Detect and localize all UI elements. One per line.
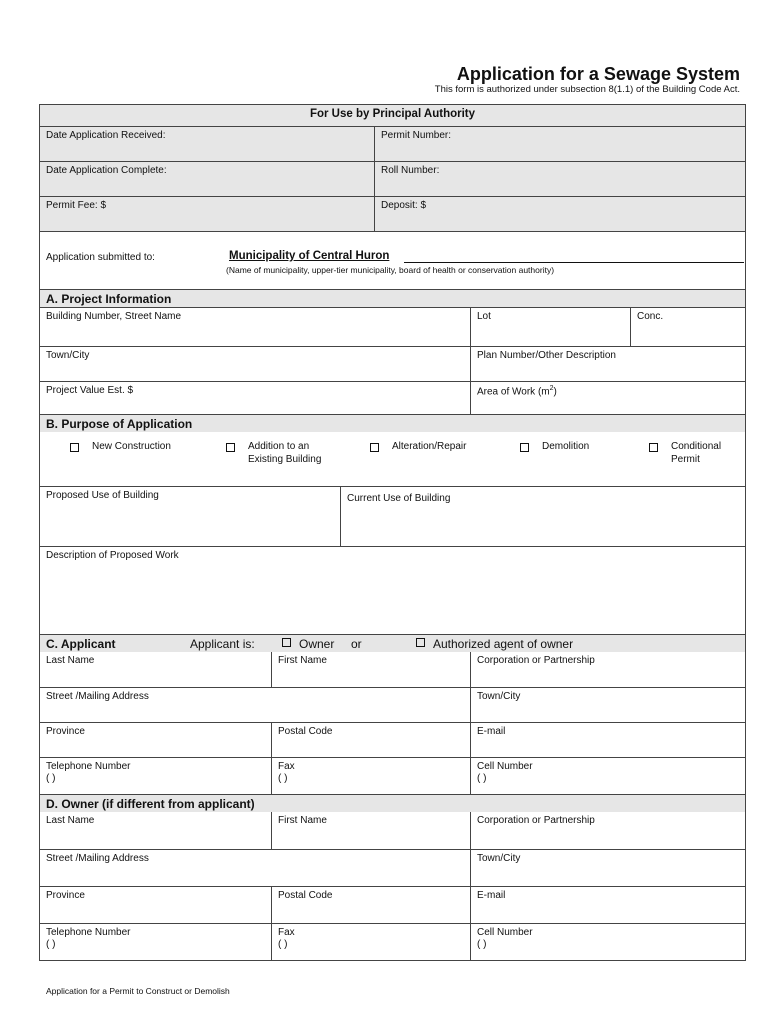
purpose-addition[interactable]	[226, 440, 321, 466]
area-code-paren: ( )	[477, 773, 487, 784]
area-label: Area of Work (m	[477, 386, 550, 398]
applicant-postal-field[interactable]: Postal Code	[271, 723, 470, 757]
section-c-title: C. Applicant	[46, 637, 116, 651]
applicant-agent-option[interactable]	[416, 637, 573, 651]
applicant-owner-option[interactable]	[282, 637, 334, 651]
purpose-new-construction[interactable]	[70, 440, 171, 453]
cell-label: Cell Number	[477, 927, 533, 938]
section-a-heading: A. Project Information	[40, 289, 745, 307]
telephone-label: Telephone Number	[46, 927, 131, 938]
authority-heading: For Use by Principal Authority	[40, 105, 745, 126]
cell-label: Cell Number	[477, 761, 533, 772]
section-d-heading: D. Owner (if different from applicant)	[40, 794, 745, 812]
applicant-is-label: Applicant is:	[190, 637, 255, 651]
area-close: )	[553, 386, 557, 398]
roll-number-field[interactable]: Roll Number:	[374, 162, 745, 196]
area-superscript: 2	[549, 385, 554, 392]
applicant-cell-field[interactable]	[470, 758, 745, 794]
or-label: or	[351, 637, 362, 651]
applicant-email-field[interactable]: E-mail	[470, 723, 745, 757]
lot-field[interactable]: Lot	[470, 308, 630, 346]
fax-label: Fax	[278, 927, 295, 938]
deposit-field[interactable]: Deposit: $	[374, 197, 745, 231]
project-value-field[interactable]: Project Value Est. $	[46, 385, 134, 396]
submitted-to-label: Application submitted to:	[46, 252, 155, 263]
agent-label: Authorized agent of owner	[433, 637, 574, 651]
proposed-use-field[interactable]: Proposed Use of Building	[46, 490, 159, 501]
area-code-paren: ( )	[46, 773, 56, 784]
applicant-first-name-field[interactable]: First Name	[271, 652, 470, 687]
owner-town-field[interactable]: Town/City	[470, 850, 745, 886]
applicant-fax-field[interactable]	[271, 758, 470, 794]
owner-first-name-field[interactable]: First Name	[271, 812, 470, 849]
application-form	[39, 104, 746, 961]
owner-province-field[interactable]: Province	[46, 890, 85, 901]
purpose-label: Alteration/Repair	[392, 441, 467, 452]
purpose-label: Demolition	[542, 441, 590, 452]
purpose-options	[40, 432, 745, 486]
area-of-work-field[interactable]	[470, 382, 745, 414]
project-town-field[interactable]: Town/City	[46, 350, 90, 361]
telephone-label: Telephone Number	[46, 761, 131, 772]
applicant-last-name-field[interactable]: Last Name	[46, 655, 95, 666]
owner-street-field[interactable]: Street /Mailing Address	[46, 853, 149, 864]
checkbox-icon[interactable]	[649, 443, 658, 452]
owner-postal-field[interactable]: Postal Code	[271, 887, 470, 923]
municipality-name: Municipality of Central Huron	[229, 250, 390, 262]
purpose-label: Conditional	[671, 441, 722, 452]
purpose-demolition[interactable]	[520, 440, 589, 453]
conc-field[interactable]: Conc.	[630, 308, 745, 346]
applicant-town-field[interactable]: Town/City	[470, 688, 745, 722]
area-code-paren: ( )	[46, 939, 56, 950]
fax-label: Fax	[278, 761, 295, 772]
applicant-province-field[interactable]: Province	[46, 726, 85, 737]
form-title: Application for a Sewage System	[456, 64, 740, 84]
owner-last-name-field[interactable]: Last Name	[46, 815, 95, 826]
date-complete-field[interactable]: Date Application Complete:	[46, 165, 167, 176]
owner-email-field[interactable]: E-mail	[470, 887, 745, 923]
permit-fee-field[interactable]: Permit Fee: $	[46, 200, 107, 211]
purpose-alteration[interactable]	[370, 440, 466, 453]
checkbox-icon[interactable]	[520, 443, 529, 452]
plan-number-field[interactable]: Plan Number/Other Description	[470, 347, 745, 381]
owner-telephone-field[interactable]	[40, 924, 271, 960]
applicant-corporation-field[interactable]: Corporation or Partnership	[470, 652, 745, 687]
checkbox-icon[interactable]	[416, 638, 425, 647]
submitted-to-field[interactable]	[40, 232, 745, 289]
purpose-label-line2: Existing Building	[248, 454, 322, 465]
checkbox-icon[interactable]	[70, 443, 79, 452]
checkbox-icon[interactable]	[282, 638, 291, 647]
area-code-paren: ( )	[278, 773, 288, 784]
form-subtitle: This form is authorized under subsection 8(1.1) of the Building Code Act.	[434, 84, 740, 95]
section-c-heading	[40, 634, 745, 652]
page-footer: Application for a Permit to Construct or Demolish	[46, 986, 230, 996]
purpose-label: Addition to an	[248, 441, 310, 452]
applicant-telephone-field[interactable]	[40, 758, 271, 794]
owner-label: Owner	[299, 637, 335, 651]
area-code-paren: ( )	[278, 939, 288, 950]
owner-cell-field[interactable]	[470, 924, 745, 960]
purpose-conditional[interactable]	[649, 440, 721, 466]
building-street-field[interactable]: Building Number, Street Name	[46, 311, 182, 322]
area-code-paren: ( )	[477, 939, 487, 950]
description-field[interactable]: Description of Proposed Work	[46, 550, 179, 561]
municipality-note: (Name of municipality, upper-tier municipality, board of health or conservation authority)	[226, 265, 555, 275]
checkbox-icon[interactable]	[370, 443, 379, 452]
purpose-label-line2: Permit	[671, 454, 700, 465]
date-received-field[interactable]: Date Application Received:	[46, 130, 166, 141]
section-b-heading: B. Purpose of Application	[40, 414, 745, 432]
owner-fax-field[interactable]	[271, 924, 470, 960]
applicant-street-field[interactable]: Street /Mailing Address	[46, 691, 149, 702]
permit-number-field[interactable]: Permit Number:	[374, 127, 745, 161]
purpose-label: New Construction	[92, 441, 171, 452]
municipality-underline	[404, 262, 744, 263]
checkbox-icon[interactable]	[226, 443, 235, 452]
owner-corporation-field[interactable]: Corporation or Partnership	[470, 812, 745, 849]
current-use-field[interactable]: Current Use of Building	[340, 487, 745, 546]
